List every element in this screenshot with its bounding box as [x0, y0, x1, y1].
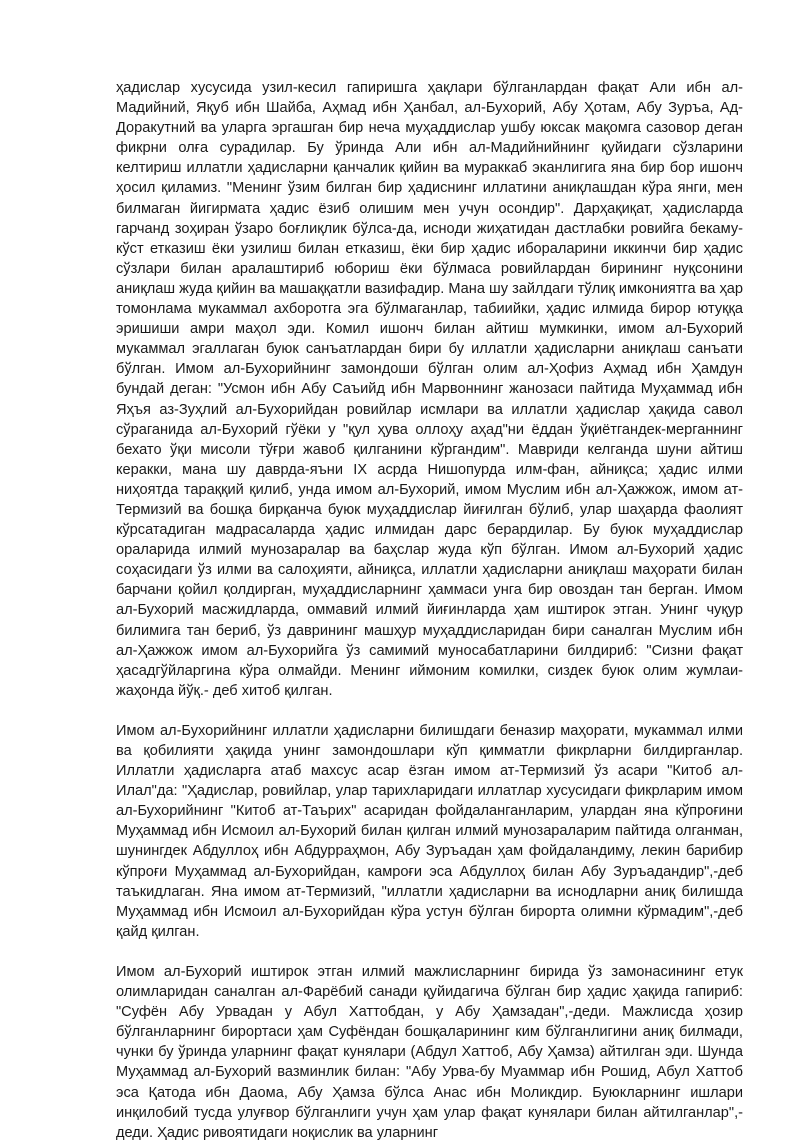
paragraph: Имом ал-Бухорийнинг иллатли ҳадисларни билишдаги беназир маҳорати, мукаммал илми ва қобилияти ҳақида унинг замондошлари кўп қимматли фикрларни билдирганлар. Иллатли ҳадисларга атаб махсус асар ёзган имом ат-Термизий ўз асари "Китоб ал-Илал"да: "Ҳадислар, ровийлар, улар тарихларидаги иллатлар хусусидаги фикрларим имом ал-Бухорийнинг "Китоб ат-Таърих" асаридан фойдаланганларим, улардан яна кўпроғини Муҳаммад ибн Исмоил ал-Бухорий билан қилган илмий мунозараларим пайтида олганман, шунингдек Абдуллоҳ ибн Абдурраҳмон, Абу Зуръадан ҳам фойдаландиму, лекин барибир кўпроғи Муҳаммад ал-Бухорийдан, камроғи эса Абдуллоҳ билан Абу Зуръадандир",-деб таъкидлаган. Яна имом ат-Термизий, "иллатли ҳадисларни ва иснодларни аниқ билишда Муҳаммад ибн Исмоил ал-Бухорийдан кўра устун бўлган бирорта олимни кўрмадим",-деб қайд қилган.	[116, 722, 743, 940]
document-page	[116, 78, 743, 1143]
paragraph: Имом ал-Бухорий иштирок этган илмий мажлисларнинг бирида ўз замонасининг етук олимларидан саналган ал-Фарёбий санади қуйидагича бўлган бир ҳадис ҳақида гапириб: "Суфён Абу Урвадан у Абул Хаттобдан, у Абу Ҳамзадан",-деди. Мажлисда ҳозир бўлганларнинг бирортаси ҳам Суфёндан бошқаларининг ким бўлганлигини аниқ билмади, чунки бу ўринда уларнинг фақат кунялари (Абдул Хаттоб, Абу Ҳамза) айтилган эди. Шунда Муҳаммад ал-Бухорий вазминлик билан: "Абу Урва-бу Муаммар ибн Рошид, Абул Хаттоб эса Қатода ибн Даома, Абу Ҳамза бўлса Анас ибн Моликдир. Буюкларнинг ишлари инқилобий тусда улуғвор бўлганлиги учун ҳам улар фақат кунялари билан айтилганлар",-деди. Ҳадис ривоятидаги ноқислик ва уларнинг	[116, 963, 743, 1141]
paragraph: ҳадислар хусусида узил-кесил гапиришга ҳақлари бўлганлардан фақат Али ибн ал-Мадийний, Яқуб ибн Шайба, Аҳмад ибн Ҳанбал, ал-Бухорий, Абу Ҳотам, Абу Зуръа, Ад-Доракутний ва уларга эргашган бир неча муҳаддислар ушбу юксак мақомга сазовор деган фикрни олға сурадилар. Бу ўринда Али ибн ал-Мадийнийнинг қуйидаги сўзларини келтириш иллатли ҳадисларни қанчалик қийин ва мураккаб эканлигига яна бир бор ишонч ҳосил қиламиз. "Менинг ўзим билган бир ҳадиснинг иллатини аниқлашдан кўра янги, мен билмаган йигирмата ҳадис ёзиб олишим мен учун осондир". Дарҳақиқат, ҳадисларда гарчанд зоҳиран ўзаро боғлиқлик бўлса-да, иснoди жиҳатидан дастлабки ровийга бекаму-кўст етказиш ёки узилиш билан етказиш, ёки бир ҳадис ибораларини иккинчи бир ҳадис сўзлари билан аралаштириб юбориш ёки бўлмаса ровийлардан бирининг нуқсонини аниқлаш жуда қийин ва машаққатли вазифадир. Мана шу зайлдаги тўлиқ имкониятга ва ҳар томонлама мукаммал ахборотга эга бўлмаганлар, табиийки, ҳадис илмида бирор ютуққа эришиши амри маҳол эди. Комил ишонч билан айтиш мумкинки, имом ал-Бухорий мукаммал эгаллаган буюк санъатлардан бири бу иллатли ҳадисларни аниқлаш санъати бўлган. Имом ал-Бухорийнинг замондоши бўлган олим ал-Ҳофиз Аҳмад ибн Ҳамдун бундай деган: "Усмон ибн Абу Саъийд ибн Марвоннинг жанозаси пайтида Муҳаммад ибн Яҳъя аз-Зуҳлий ал-Бухорийдан ровийлар исмлари ва иллатли ҳадислар ҳақида савол сўраганида ал-Бухорий гўёки у "қул ҳува оллоҳу аҳад"ни ёддан ўқиётгандек-мерганнинг бехато ўқи мисоли тўғри жавоб қилганини кўргандим". Мавриди келганда шуни айтиш керакки, мана шу даврда-яъни IX асрда Нишопурда илм-фан, айниқса; ҳадис илми ниҳоятда тараққий қилиб, унда имом ал-Бухорий, имом Муслим ибн ал-Ҳажжож, имом ат-Термизий ва бошқа бирқанча буюк муҳаддислар йиғилган бўлиб, улар шаҳарда фаолият кўрсатадиган мадрасаларда ҳадис илмидан дарс берардилар. Бу буюк муҳаддислар ораларида илмий мунозаралар ва баҳслар жуда кўп бўлган. Имом ал-Бухорий ҳадис соҳасидаги ўз илми ва салоҳияти, айниқса, иллатли ҳадисларни аниқлаш маҳорати билан барчани қойил қолдирган, муҳаддисларнинг ҳаммаси унга бир овоздан тан берган. Имом ал-Бухорий масжидларда, оммавий илмий йиғинларда ҳам иштирок этган. Унинг чуқур билимига тан бериб, ўз даврининг машҳур муҳаддисларидан бири саналган Муслим ибн ал-Ҳажжож имом ал-Бухорийга ўз самимий муносабатларини билдириб: "Сизни фақат ҳасадгўйларгина кўра олмайди. Менинг иймоним комилки, сиздек буюк олим жумлаи-жаҳонда йўқ.- деб хитоб қилган.	[116, 80, 743, 699]
